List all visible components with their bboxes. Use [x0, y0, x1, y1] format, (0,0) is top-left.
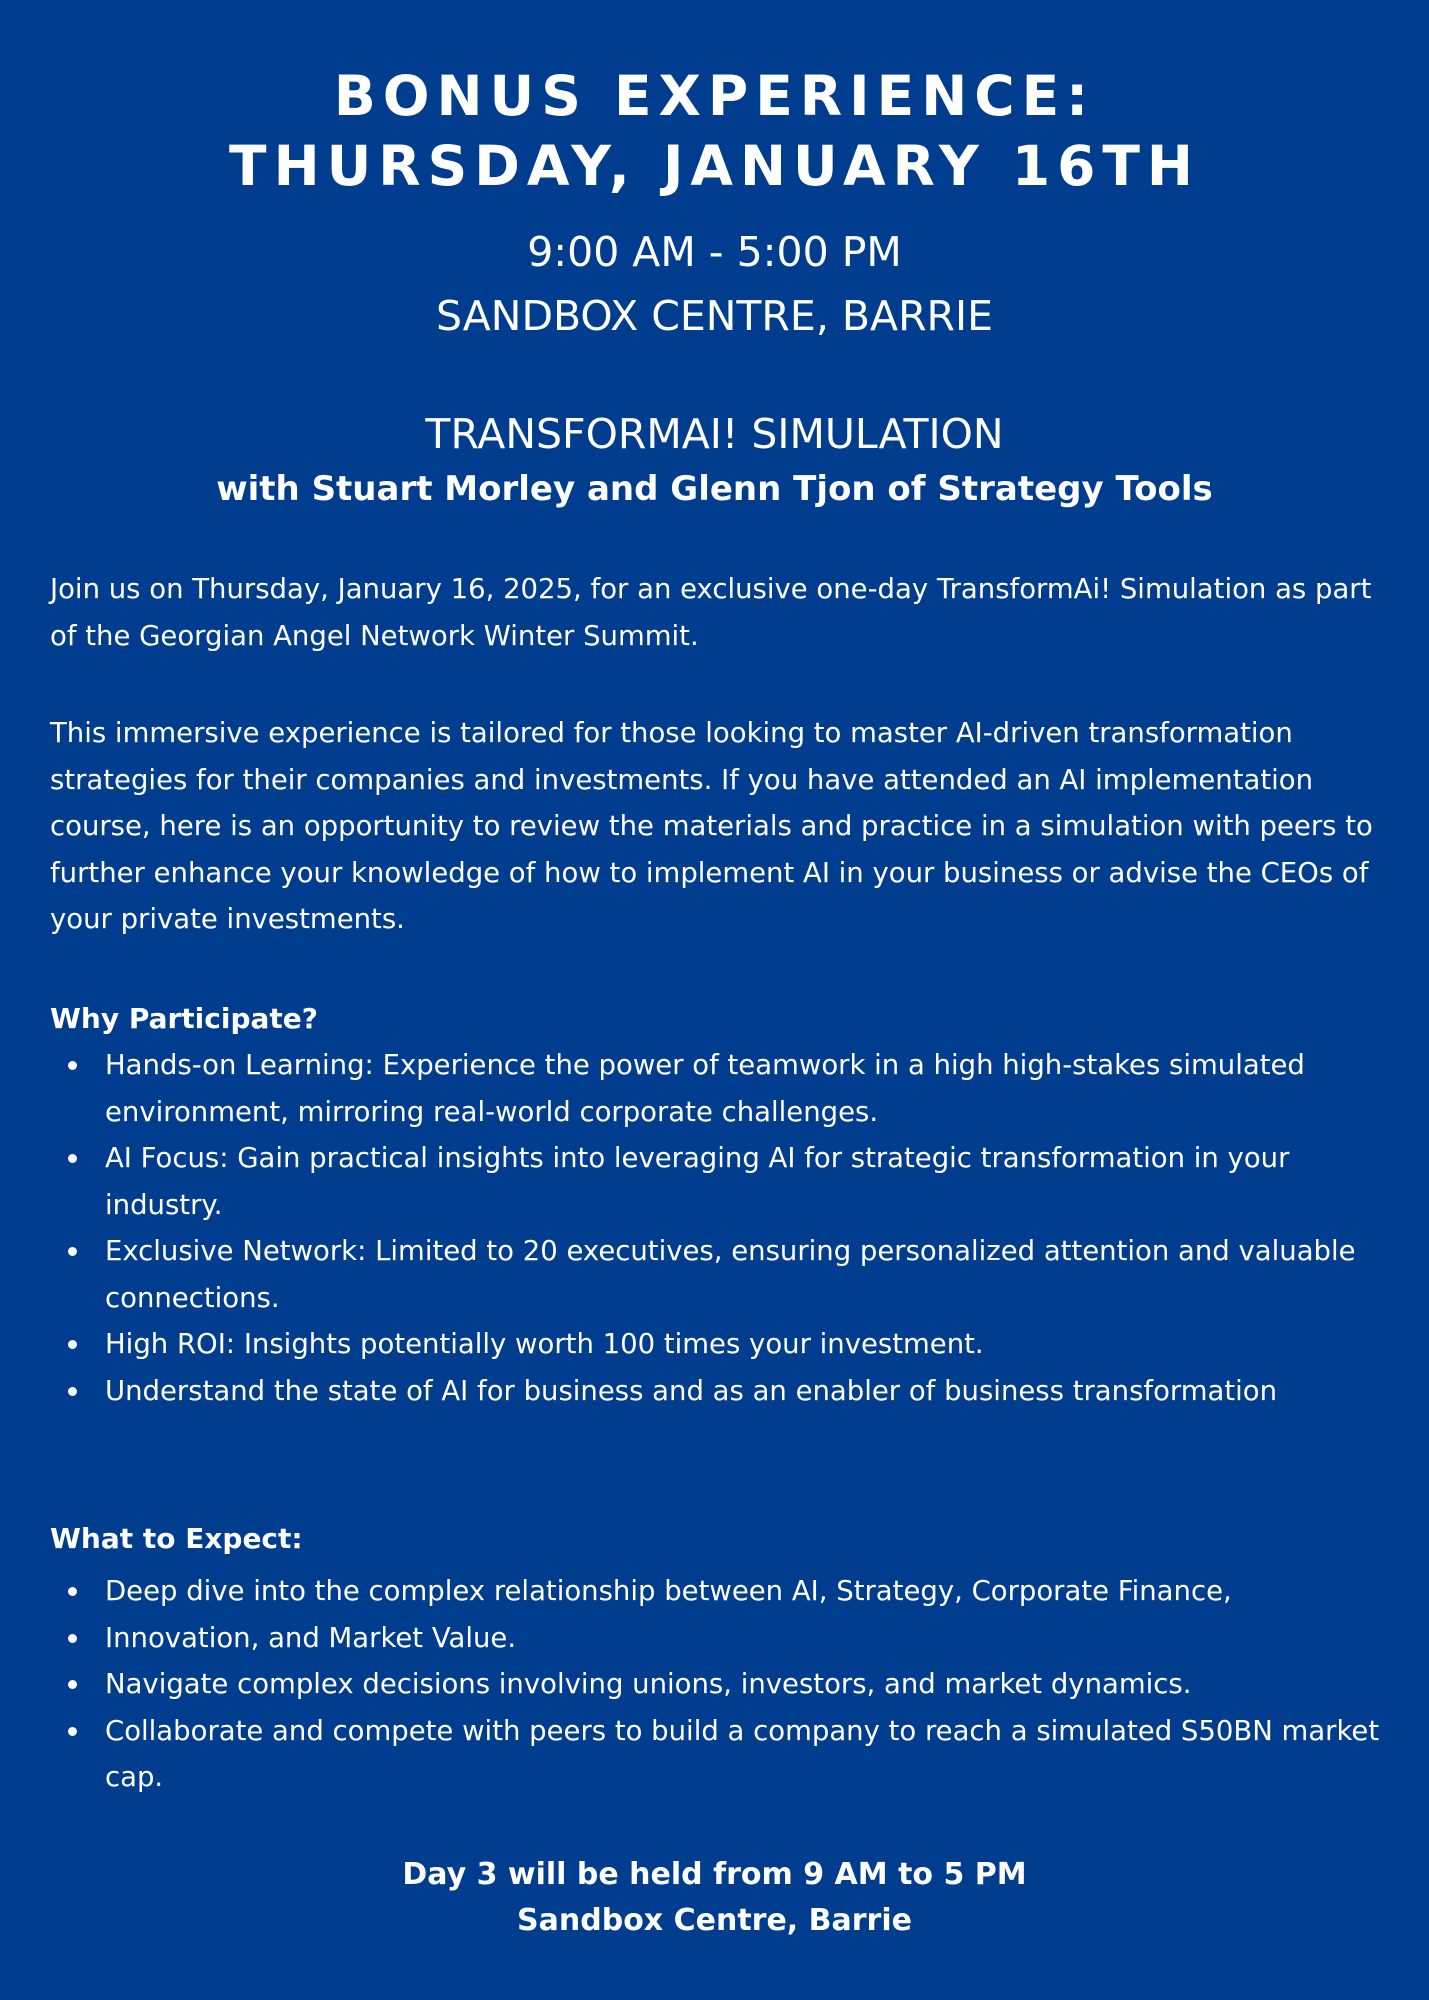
- list-item: [50, 1708, 1380, 1801]
- bullet-icon: [68, 1587, 77, 1596]
- list-item-text: Hands-on Learning: Experience the power of teamwork in a high high-stakes simulated environment, mirroring real-world corporate challenges.: [105, 1049, 1305, 1128]
- bullet-icon: [68, 1154, 77, 1163]
- list-item-text: Collaborate and compete with peers to build a company to reach a simulated S50BN market cap.: [105, 1714, 1380, 1793]
- footer-schedule: Day 3 will be held from 9 AM to 5 PM: [402, 1857, 1027, 1892]
- list-item: [50, 1135, 1380, 1228]
- list-item: [50, 1042, 1380, 1135]
- why-participate-heading: Why Participate?: [50, 1002, 319, 1035]
- session-presenters: with Stuart Morley and Glenn Tjon of Strategy Tools: [216, 469, 1213, 509]
- why-participate-list: [50, 1042, 1380, 1414]
- bullet-icon: [68, 1061, 77, 1070]
- footer-location: Sandbox Centre, Barrie: [517, 1903, 912, 1938]
- what-to-expect-heading: What to Expect:: [50, 1522, 303, 1555]
- list-item: [50, 1228, 1380, 1321]
- what-to-expect-list: [50, 1568, 1380, 1801]
- list-item-text: AI Focus: Gain practical insights into leveraging AI for strategic transformation in your industry.: [105, 1142, 1290, 1221]
- list-item: [50, 1321, 1380, 1368]
- list-item-text: Deep dive into the complex relationship between AI, Strategy, Corporate Finance,: [105, 1575, 1232, 1607]
- event-location: SANDBOX CENTRE, BARRIE: [435, 292, 994, 340]
- list-item-text: Exclusive Network: Limited to 20 executives, ensuring personalized attention and valuable connections.: [105, 1235, 1356, 1314]
- bullet-icon: [68, 1680, 77, 1689]
- event-time: 9:00 AM - 5:00 PM: [527, 228, 902, 276]
- bullet-icon: [68, 1340, 77, 1349]
- page-title-line-2: THURSDAY, JANUARY 16TH: [229, 134, 1200, 198]
- bullet-icon: [68, 1727, 77, 1736]
- intro-paragraph: Join us on Thursday, January 16, 2025, for an exclusive one-day TransformAi! Simulation as part of the Georgian Angel Network Winter Summit.: [50, 573, 1372, 652]
- list-item: [50, 1615, 1380, 1662]
- list-item-text: Innovation, and Market Value.: [105, 1621, 517, 1654]
- session-name: TRANSFORMAI! SIMULATION: [425, 410, 1004, 458]
- list-item-text: Navigate complex decisions involving unions, investors, and market dynamics.: [105, 1668, 1192, 1700]
- description-paragraph: This immersive experience is tailored for those looking to master AI-driven transformation strategies for their companies and investments. If you have attended an AI implementation course, here is an opportunity to review the materials and practice in a simulation with peers to further enhance your knowledge of how to implement AI in your business or advise the CEOs of your private investments.: [50, 717, 1373, 935]
- bullet-icon: [68, 1387, 77, 1396]
- bullet-icon: [68, 1247, 77, 1256]
- list-item-text: High ROI: Insights potentially worth 100 times your investment.: [105, 1328, 984, 1360]
- list-item: [50, 1368, 1380, 1415]
- list-item: [50, 1568, 1380, 1615]
- list-item: [50, 1661, 1380, 1708]
- list-item-text: Understand the state of AI for business and as an enabler of business transformation: [105, 1374, 1278, 1407]
- bullet-icon: [68, 1634, 77, 1643]
- page-title-line-1: BONUS EXPERIENCE:: [333, 64, 1096, 128]
